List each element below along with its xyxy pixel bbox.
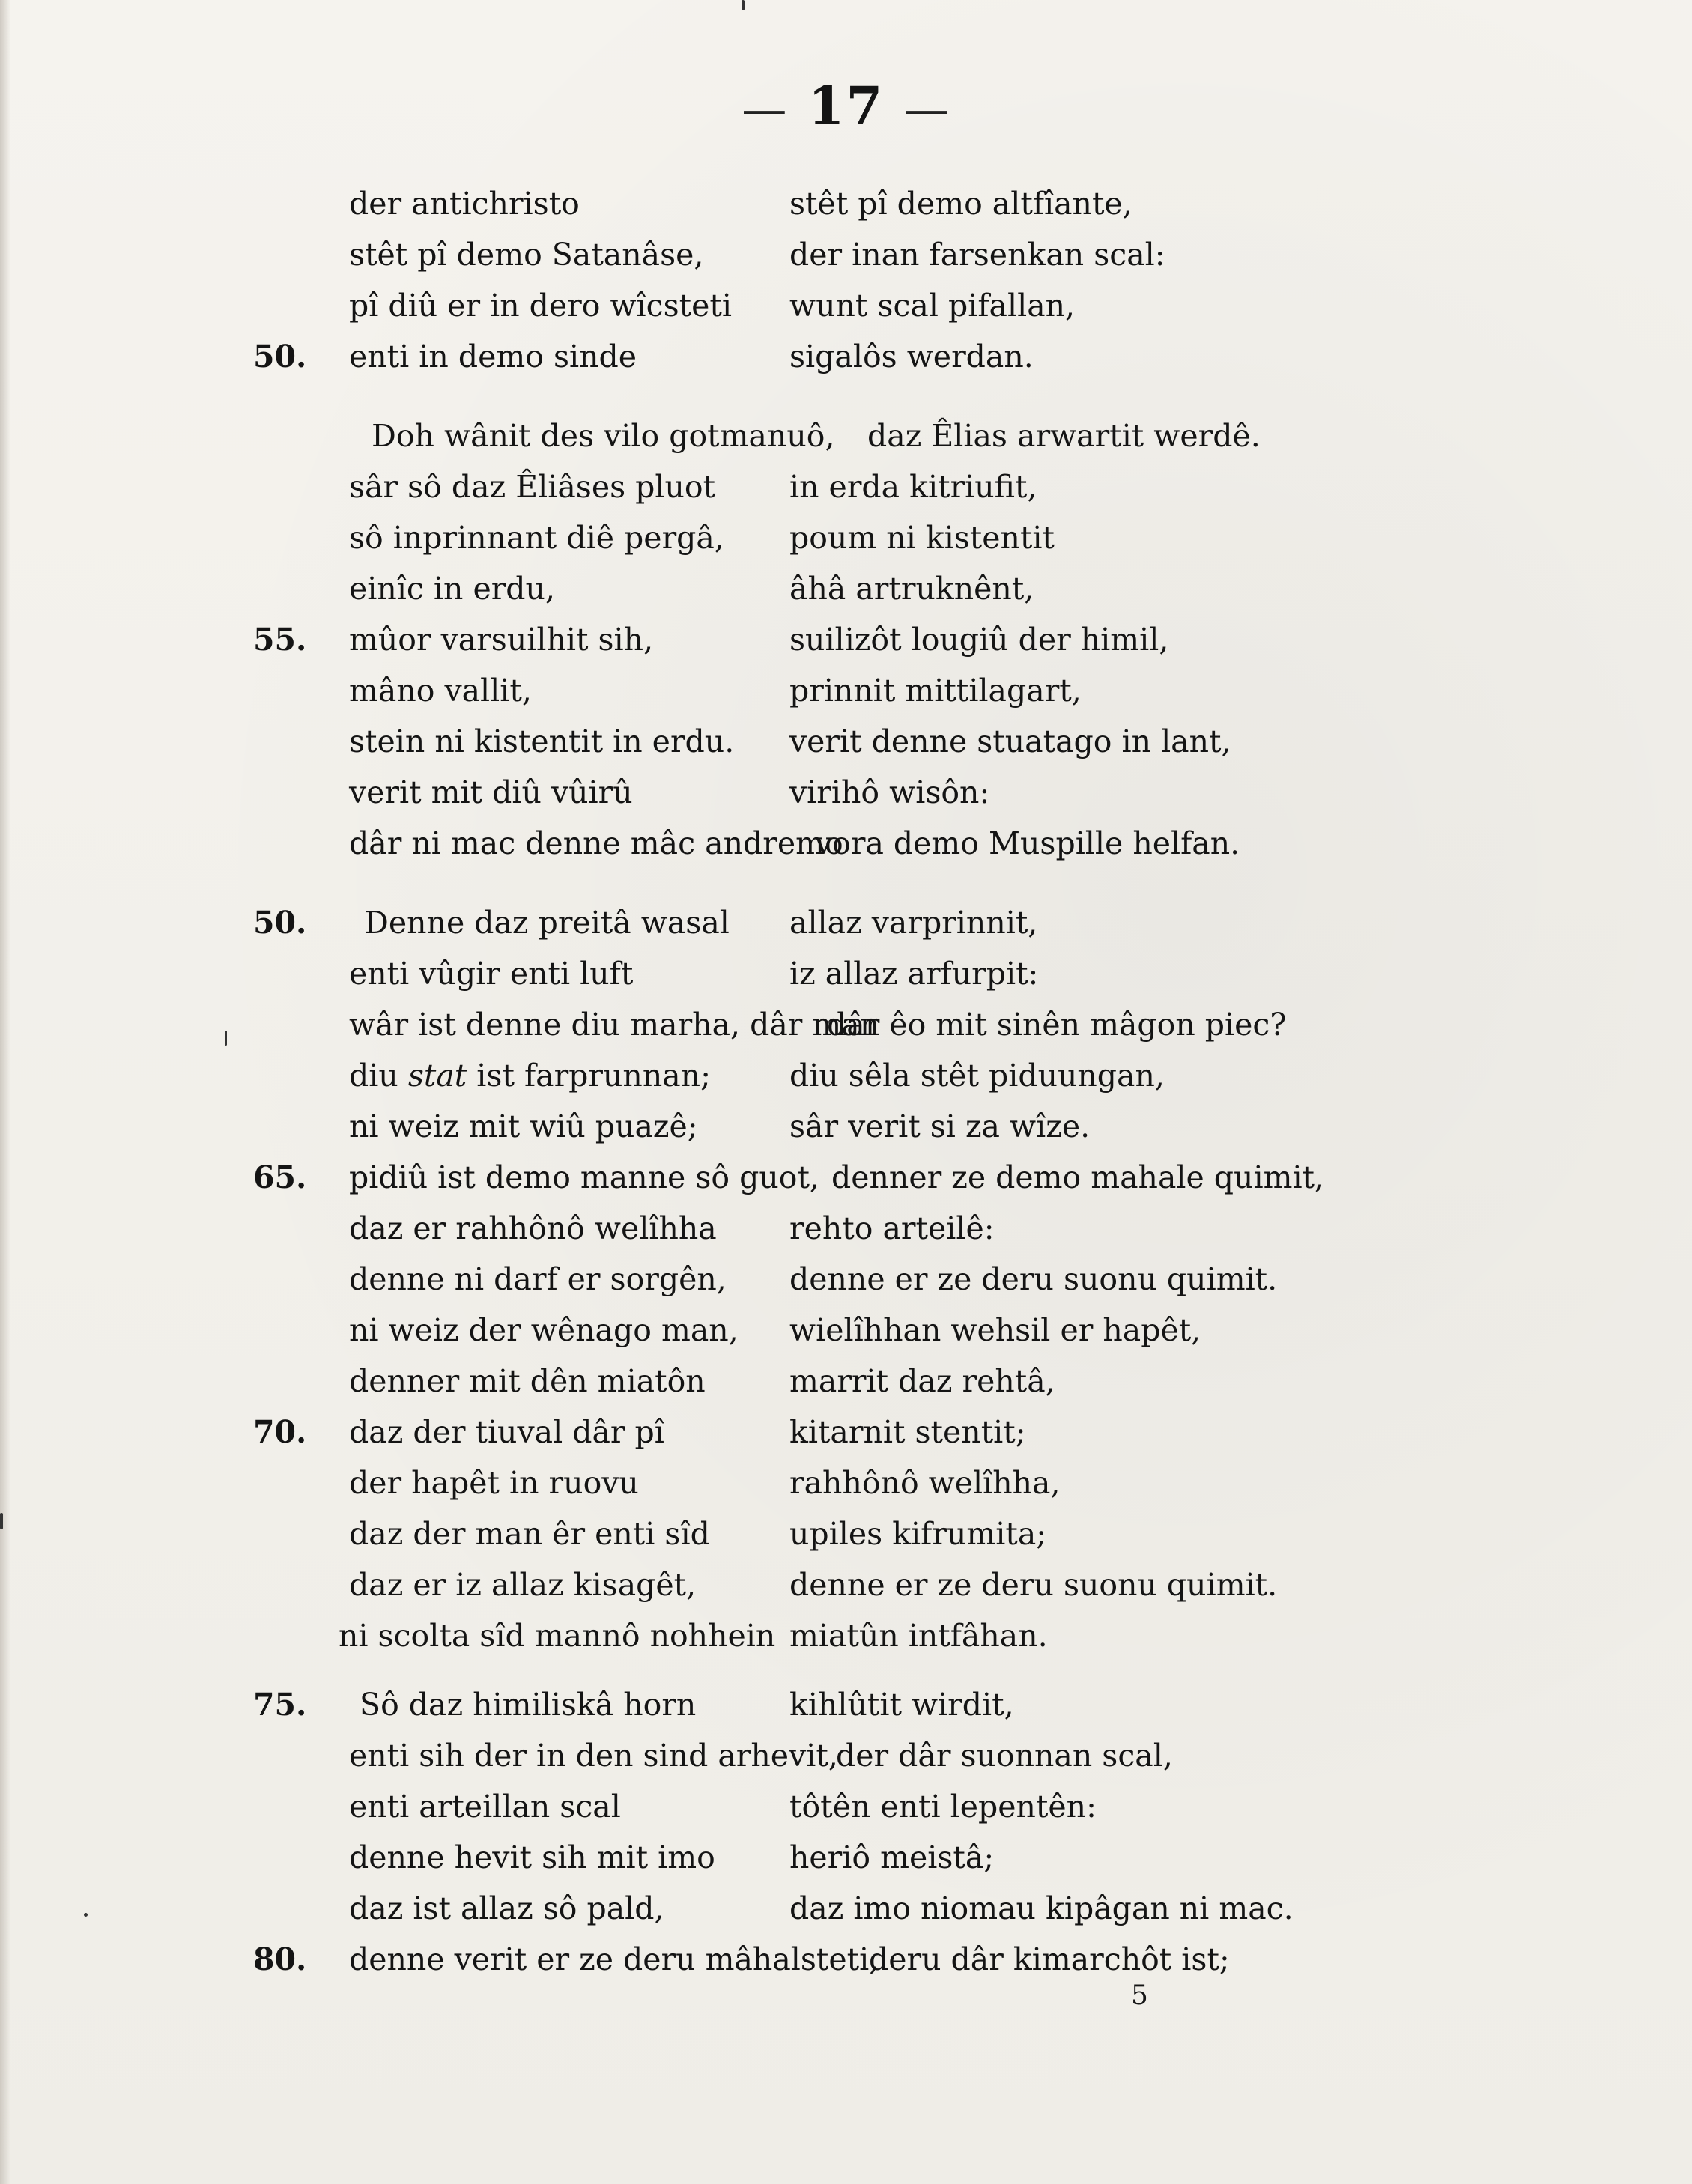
- first-half-line: Denne daz preitâ wasal: [364, 905, 730, 941]
- line-number: 50.: [253, 339, 307, 374]
- verse-line: [0, 1101, 1692, 1152]
- second-half-line: der inan farsenkan scal:: [789, 237, 1165, 273]
- stanza-3: [0, 897, 1692, 1661]
- verse-line: [0, 1457, 1692, 1508]
- italic-word: stat: [407, 1058, 467, 1093]
- verse-line: [0, 1508, 1692, 1559]
- second-half-line: daz Êlias arwartit werdê.: [867, 418, 1261, 454]
- verse-line: [0, 1254, 1692, 1305]
- first-half-line: daz er rahhônô welîhha: [349, 1210, 717, 1246]
- signature-mark: 5: [1131, 1980, 1148, 2011]
- first-half-line: [349, 1050, 711, 1101]
- second-half-line: kihlûtit wirdit,: [789, 1687, 1014, 1723]
- verse-line: [0, 767, 1692, 818]
- stanza-1: [0, 178, 1692, 382]
- verse-line: [0, 1050, 1692, 1101]
- second-half-line: der dâr suonnan scal,: [836, 1738, 1173, 1774]
- verse-line: [0, 716, 1692, 767]
- line-number: 80.: [253, 1941, 307, 1977]
- second-half-line: denner ze demo mahale quimit,: [831, 1159, 1325, 1195]
- verse-line: [0, 563, 1692, 614]
- header-dash-right: —: [903, 83, 950, 136]
- verse-line: [0, 665, 1692, 716]
- first-half-line: enti vûgir enti luft: [349, 956, 634, 992]
- second-half-line: daz imo niomau kipâgan ni mac.: [789, 1890, 1294, 1926]
- second-half-line: poum ni kistentit: [789, 520, 1055, 556]
- second-half-line: denne er ze deru suonu quimit.: [789, 1261, 1278, 1297]
- first-half-line: denner mit dên miatôn: [349, 1363, 706, 1399]
- second-half-line: heriô meistâ;: [789, 1839, 995, 1875]
- first-half-line: sâr sô daz Êliâses pluot: [349, 469, 716, 505]
- verse-line: [0, 1781, 1692, 1832]
- stanza-4: [0, 1679, 1692, 1985]
- first-half-line: sô inprinnant diê pergâ,: [349, 520, 724, 556]
- ink-speck: [84, 1913, 88, 1917]
- ink-speck: [0, 1513, 3, 1529]
- first-half-line: enti in demo sinde: [349, 339, 637, 374]
- header-dash-left: —: [742, 83, 789, 136]
- line-number: 55.: [253, 622, 307, 658]
- verse-line: [0, 1559, 1692, 1610]
- verse-line: [0, 280, 1692, 331]
- second-half-line: âhâ artruknênt,: [789, 571, 1034, 607]
- verse-line: [0, 1679, 1692, 1730]
- first-half-line: daz ist allaz sô pald,: [349, 1890, 664, 1926]
- stanza-2: [0, 410, 1692, 869]
- second-half-line: rahhônô welîhha,: [789, 1465, 1061, 1501]
- verse-line: [0, 229, 1692, 280]
- second-half-line: sâr verit si za wîze.: [789, 1108, 1091, 1144]
- verse-line: [0, 999, 1692, 1050]
- first-half-line: der hapêt in ruovu: [349, 1465, 639, 1501]
- line-number: 70.: [253, 1414, 307, 1450]
- first-half-line: Sô daz himiliskâ horn: [360, 1687, 697, 1723]
- page-header: [0, 75, 1692, 137]
- verse-line: [0, 1883, 1692, 1934]
- second-half-line: marrit daz rehtâ,: [789, 1363, 1055, 1399]
- first-half-line: Doh wânit des vilo gotmanuô,: [372, 418, 835, 454]
- second-half-line: stêt pî demo altfîante,: [789, 186, 1132, 222]
- first-half-line: verit mit diû vûirû: [349, 774, 633, 810]
- second-half-line: virihô wisôn:: [789, 774, 990, 810]
- second-half-line: rehto arteilê:: [789, 1210, 995, 1246]
- verse-line: [0, 512, 1692, 563]
- second-half-line: wunt scal pifallan,: [789, 288, 1076, 324]
- second-half-line: dâr êo mit sinên mâgon piec?: [827, 1007, 1287, 1043]
- ink-speck: [742, 0, 745, 10]
- verse-line: [0, 614, 1692, 665]
- first-half-line: daz er iz allaz kisagêt,: [349, 1567, 697, 1603]
- verse-line: [0, 1832, 1692, 1883]
- line-number: 75.: [253, 1687, 307, 1723]
- first-half-line: mûor varsuilhit sih,: [349, 622, 654, 658]
- verse-line: [0, 1610, 1692, 1661]
- first-half-line: enti arteillan scal: [349, 1789, 621, 1824]
- verse-line: [0, 410, 1692, 461]
- first-half-line: denne verit er ze deru mâhalsteti,: [349, 1941, 879, 1977]
- half-line-rest: ist farprunnan;: [476, 1058, 711, 1093]
- first-half-line: der antichristo: [349, 186, 580, 222]
- first-half-line: ni scolta sîd mannô nohhein: [339, 1618, 776, 1654]
- second-half-line: kitarnit stentit;: [789, 1414, 1026, 1450]
- second-half-line: tôtên enti lepentên:: [789, 1789, 1097, 1824]
- line-number: 65.: [253, 1159, 307, 1195]
- half-line-word: diu: [349, 1058, 398, 1093]
- first-half-line: einîc in erdu,: [349, 571, 555, 607]
- second-half-line: deru dâr kimarchôt ist;: [869, 1941, 1230, 1977]
- verse-line: [0, 461, 1692, 512]
- verse-line: [0, 1407, 1692, 1457]
- second-half-line: upiles kifrumita;: [789, 1516, 1047, 1552]
- second-half-line: in erda kitriufit,: [789, 469, 1037, 505]
- first-half-line: daz der tiuval dâr pî: [349, 1414, 664, 1450]
- verse-line: [0, 818, 1692, 869]
- first-half-line: dâr ni mac denne mâc andremo: [349, 825, 843, 861]
- first-half-line: ni weiz mit wiû puazê;: [349, 1108, 698, 1144]
- second-half-line: denne er ze deru suonu quimit.: [789, 1567, 1278, 1603]
- verse-line: [0, 1152, 1692, 1203]
- second-half-line: verit denne stuatago in lant,: [789, 724, 1231, 759]
- page-number: 17: [807, 75, 885, 137]
- verse-line: [0, 178, 1692, 229]
- second-half-line: suilizôt lougiû der himil,: [789, 622, 1169, 658]
- first-half-line: ni weiz der wênago man,: [349, 1312, 739, 1348]
- first-half-line: wâr ist denne diu marha, dâr man: [349, 1007, 880, 1043]
- first-half-line: daz der man êr enti sîd: [349, 1516, 710, 1552]
- verse-line: [0, 1203, 1692, 1254]
- verse-line: [0, 331, 1692, 382]
- first-half-line: stêt pî demo Satanâse,: [349, 237, 704, 273]
- second-half-line: vora demo Muspille helfan.: [815, 825, 1240, 861]
- second-half-line: prinnit mittilagart,: [789, 673, 1082, 709]
- first-half-line: pî diû er in dero wîcsteti: [349, 288, 732, 324]
- first-half-line: denne hevit sih mit imo: [349, 1839, 715, 1875]
- verse-line: [0, 948, 1692, 999]
- line-number: 50.: [253, 905, 307, 941]
- second-half-line: wielîhhan wehsil er hapêt,: [789, 1312, 1201, 1348]
- second-half-line: iz allaz arfurpit:: [789, 956, 1039, 992]
- verse-line: [0, 1730, 1692, 1781]
- first-half-line: mâno vallit,: [349, 673, 532, 709]
- verse-line: [0, 897, 1692, 948]
- verse-line: [0, 1934, 1692, 1985]
- second-half-line: sigalôs werdan.: [789, 339, 1034, 374]
- first-half-line: stein ni kistentit in erdu.: [349, 724, 735, 759]
- second-half-line: allaz varprinnit,: [789, 905, 1038, 941]
- verse-line: [0, 1305, 1692, 1356]
- first-half-line: enti sih der in den sind arhevit,: [349, 1738, 838, 1774]
- first-half-line: denne ni darf er sorgên,: [349, 1261, 727, 1297]
- verse-line: [0, 1356, 1692, 1407]
- ink-speck: [225, 1031, 227, 1046]
- second-half-line: miatûn intfâhan.: [789, 1618, 1048, 1654]
- first-half-line: pidiû ist demo manne sô guot,: [349, 1159, 819, 1195]
- second-half-line: diu sêla stêt piduungan,: [789, 1058, 1165, 1093]
